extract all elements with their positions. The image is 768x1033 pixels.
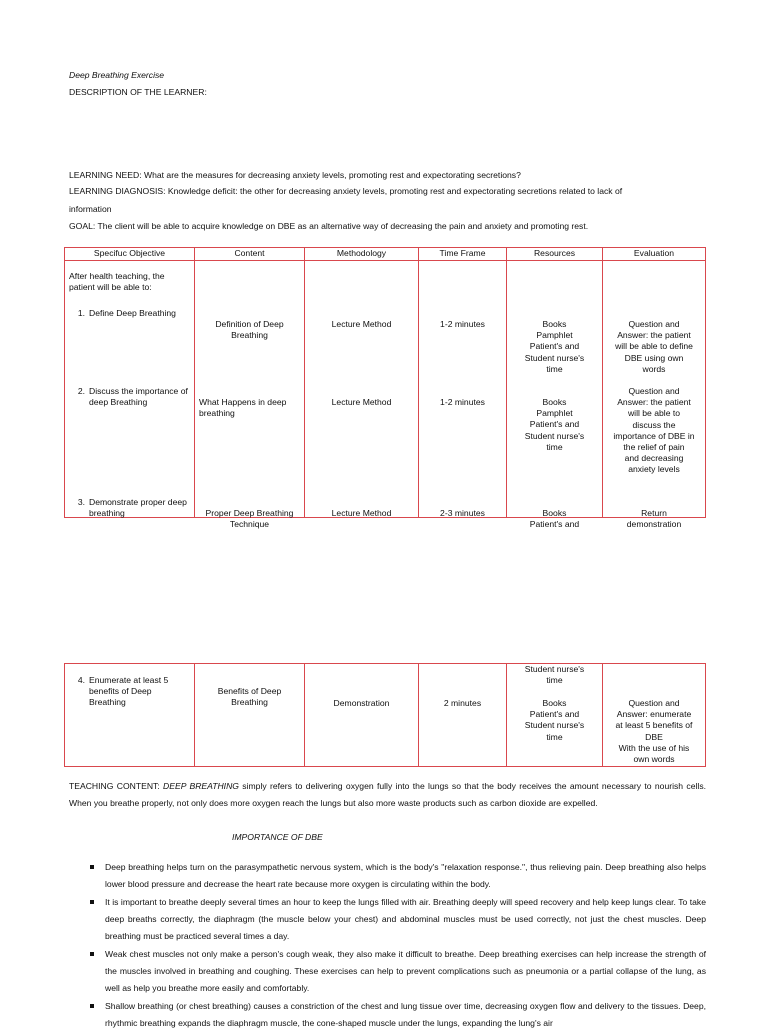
resources-carry-over: Student nurse's time bbox=[524, 664, 585, 686]
list-item: Weak chest muscles not only make a person's cough weak, they also make it difficult to breathe. Deep breathing exercises can help increase the strength of the muscles involved in breathing and coughing. These exercises can help to prevent complications such as pneumonia or a partial collapse of the lung, as well as help you breathe more easily and comfortably. bbox=[88, 946, 706, 997]
teaching-plan-table bbox=[64, 247, 706, 530]
objective-cell bbox=[65, 664, 195, 767]
teaching-content-label: TEACHING CONTENT: bbox=[69, 781, 164, 791]
table-row bbox=[65, 664, 706, 767]
method-1: Lecture Method bbox=[331, 319, 392, 329]
resources-cell bbox=[507, 664, 603, 767]
methodology-cell bbox=[305, 664, 419, 767]
importance-list bbox=[88, 859, 706, 1033]
teaching-content-term: DEEP BREATHING bbox=[163, 781, 239, 791]
content-2: What Happens in deep breathing bbox=[199, 397, 287, 419]
learning-diagnosis-line1: LEARNING DIAGNOSIS: Knowledge deficit: the other for decreasing anxiety levels, promoting rest and expectorating secretions related to lack of bbox=[69, 186, 623, 196]
evaluation-3: Return demonstration bbox=[626, 508, 682, 530]
method-4: Demonstration bbox=[333, 698, 390, 708]
list-item: Deep breathing helps turn on the parasympathetic nervous system, which is the body's "relaxation response.", thus relieving pain. Deep breathing also helps lower blood pressure and decrease the heart rate because more oxygen is circulating within the body. bbox=[88, 859, 706, 893]
objective-intro: After health teaching, the patient will be able to: bbox=[69, 271, 165, 293]
time-3: 2-3 minutes bbox=[440, 508, 485, 518]
content-4: Benefits of Deep Breathing bbox=[217, 686, 282, 708]
objective-2: 2. Discuss the importance of deep Breathing bbox=[77, 386, 188, 408]
content-3: Proper Deep Breathing Technique bbox=[205, 508, 294, 530]
learner-description-label: DESCRIPTION OF THE LEARNER: bbox=[69, 87, 207, 97]
list-item: It is important to breathe deeply several times an hour to keep the lungs filled with air. Breathing deeply will speed recovery and help keep lungs clear. To take deep breaths correctly, the diaphragm (the muscle below your chest) and abdominal muscles must be used correctly, not just the chest muscles. Deep breathing must be practiced several times a day. bbox=[88, 894, 706, 945]
list-item: Shallow breathing (or chest breathing) causes a constriction of the chest and lung tissue over time, decreasing oxygen flow and delivery to the tissues. Deep, rhythmic breathing expands the diaphragm muscle, the cone-shaped muscle under the lungs, expanding the lung's air bbox=[88, 998, 706, 1032]
objective-cell bbox=[65, 261, 195, 518]
evaluation-2: Question and Answer: the patient will be able to discuss the importance of DBE in the relief of pain and decreasing anxiety levels bbox=[613, 386, 695, 475]
time-frame-cell bbox=[419, 261, 507, 518]
header-resources: Resources bbox=[507, 248, 603, 261]
time-frame-cell bbox=[419, 664, 507, 767]
teaching-content-text: simply refers to delivering oxygen fully into the lungs so that the body receives the amount necessary to nourish cells. When you breathe properly, not only does more oxygen reach the lungs but also more waste products such as carbon dioxide are expelled. bbox=[69, 781, 706, 808]
evaluation-cell bbox=[603, 261, 706, 530]
header-methodology: Methodology bbox=[305, 248, 419, 261]
content-cell bbox=[195, 664, 305, 767]
time-1: 1-2 minutes bbox=[440, 319, 485, 329]
importance-heading: IMPORTANCE OF DBE bbox=[232, 832, 323, 842]
resources-2: Books Pamphlet Patient's and Student nurse's time bbox=[524, 397, 585, 452]
resources-cell bbox=[507, 261, 603, 530]
objective-4: 4. Enumerate at least 5 benefits of Deep Breathing bbox=[77, 675, 169, 708]
content-1: Definition of Deep Breathing bbox=[215, 319, 284, 341]
header-content: Content bbox=[195, 248, 305, 261]
methodology-cell bbox=[305, 261, 419, 518]
evaluation-1: Question and Answer: the patient will be able to define DBE using own words bbox=[615, 319, 693, 374]
time-4: 2 minutes bbox=[443, 698, 482, 708]
resources-1: Books Pamphlet Patient's and Student nurse's time bbox=[524, 319, 585, 374]
learning-diagnosis-line2: information bbox=[69, 204, 112, 214]
table-header-row bbox=[65, 248, 706, 261]
content-cell bbox=[195, 261, 305, 530]
header-time-frame: Time Frame bbox=[419, 248, 507, 261]
header-objective: Specifuc Objective bbox=[65, 248, 195, 261]
method-3: Lecture Method bbox=[331, 508, 392, 518]
table-row bbox=[65, 261, 706, 518]
goal: GOAL: The client will be able to acquire knowledge on DBE as an alternative way of decreasing the pain and anxiety and promoting rest. bbox=[69, 221, 589, 231]
teaching-plan-table-continued bbox=[64, 663, 706, 767]
learning-need: LEARNING NEED: What are the measures for decreasing anxiety levels, promoting rest and expectorating secretions? bbox=[69, 170, 521, 180]
evaluation-4: Question and Answer: enumerate at least 5 benefits of DBE With the use of his own words bbox=[615, 698, 693, 765]
objective-3: 3. Demonstrate proper deep breathing bbox=[77, 497, 187, 519]
time-2: 1-2 minutes bbox=[440, 397, 485, 407]
header-evaluation: Evaluation bbox=[603, 248, 706, 261]
doc-title: Deep Breathing Exercise bbox=[69, 70, 165, 80]
method-2: Lecture Method bbox=[331, 397, 392, 407]
evaluation-cell bbox=[603, 664, 706, 767]
resources-4: Books Patient's and Student nurse's time bbox=[524, 698, 585, 742]
resources-3: Books Patient's and bbox=[529, 508, 580, 530]
teaching-content bbox=[69, 778, 706, 812]
objective-1: 1. Define Deep Breathing bbox=[77, 308, 176, 318]
